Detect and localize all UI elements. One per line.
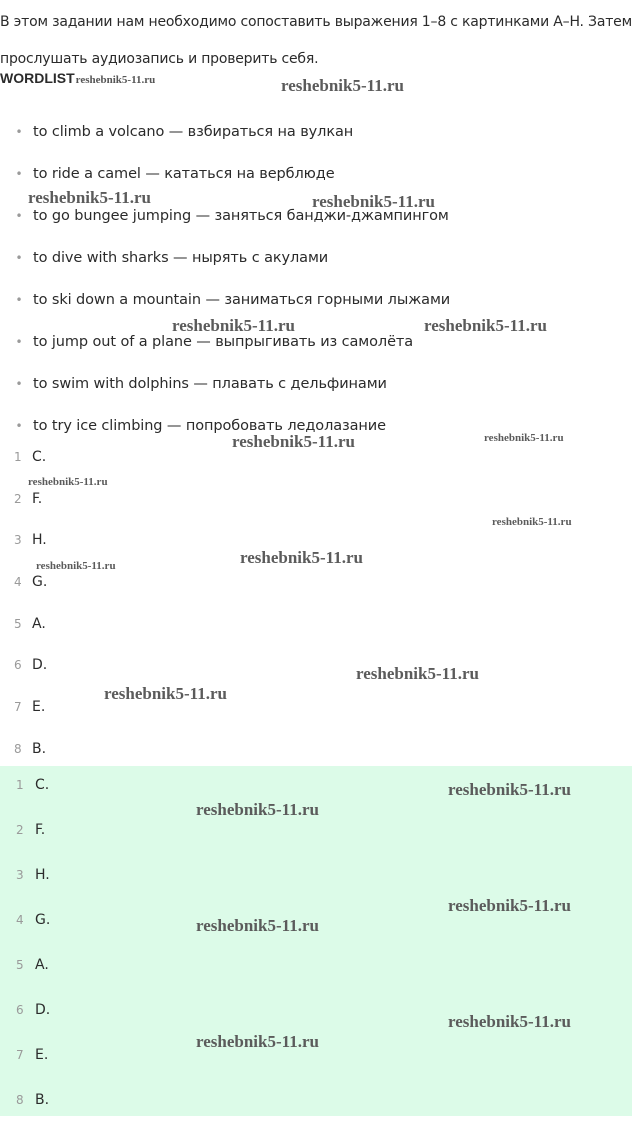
answer-number: 4 bbox=[14, 574, 22, 589]
answer-number: 2 bbox=[16, 822, 24, 837]
phrase: to ski down a mountain — заниматься горными лыжами bbox=[33, 292, 451, 308]
watermark: reshebnik5-11.ru bbox=[196, 800, 319, 819]
watermark: reshebnik5-11.ru bbox=[424, 316, 547, 335]
answer-letter: A. bbox=[32, 615, 46, 632]
answer-letter: A. bbox=[35, 956, 49, 973]
watermark: reshebnik5-11.ru bbox=[196, 1032, 319, 1051]
answer-letter: G. bbox=[32, 573, 48, 590]
answer-letter: C. bbox=[32, 448, 47, 465]
phrase: to jump out of a plane — выпрыгивать из самолёта bbox=[33, 334, 414, 350]
answer-number: 1 bbox=[14, 449, 22, 464]
watermark: reshebnik5-11.ru bbox=[75, 74, 156, 86]
answer-number: 7 bbox=[16, 1047, 24, 1062]
bullet-icon: • bbox=[15, 209, 23, 223]
phrase: to ride a camel — кататься на верблюде bbox=[33, 166, 335, 182]
watermark: reshebnik5-11.ru bbox=[172, 316, 295, 335]
watermark: reshebnik5-11.ru bbox=[484, 432, 564, 444]
watermark: reshebnik5-11.ru bbox=[448, 896, 571, 915]
phrase: to swim with dolphins — плавать с дельфинами bbox=[33, 376, 387, 392]
answer-letter: B. bbox=[35, 1091, 50, 1108]
answer-row bbox=[0, 1077, 632, 1122]
list-item bbox=[0, 111, 632, 153]
list-item bbox=[0, 237, 632, 279]
answer-letter: H. bbox=[32, 532, 47, 549]
watermark: reshebnik5-11.ru bbox=[240, 548, 363, 567]
bullet-icon: • bbox=[15, 125, 23, 139]
answer-number: 6 bbox=[16, 1002, 24, 1017]
bullet-icon: • bbox=[15, 167, 23, 181]
answer-letter: C. bbox=[35, 776, 50, 793]
answer-number: 5 bbox=[16, 957, 24, 972]
answer-number: 2 bbox=[14, 491, 22, 506]
answer-number: 6 bbox=[14, 658, 22, 673]
watermark: reshebnik5-11.ru bbox=[28, 188, 151, 207]
answer-number: 1 bbox=[16, 777, 24, 792]
answer-letter: D. bbox=[32, 657, 48, 674]
watermark: reshebnik5-11.ru bbox=[448, 1012, 571, 1031]
wordlist bbox=[0, 111, 632, 447]
watermark: reshebnik5-11.ru bbox=[356, 664, 479, 683]
watermark: reshebnik5-11.ru bbox=[196, 916, 319, 935]
bullet-icon: • bbox=[15, 419, 23, 433]
phrase: to try ice climbing — попробовать ледолазание bbox=[33, 418, 386, 434]
answer-letter: F. bbox=[35, 821, 46, 838]
bullet-icon: • bbox=[15, 377, 23, 391]
answer-number: 3 bbox=[16, 867, 24, 882]
answer-number: 8 bbox=[14, 741, 22, 756]
list-item bbox=[0, 363, 632, 405]
answer-number: 4 bbox=[16, 912, 24, 927]
wordlist-heading bbox=[0, 70, 155, 94]
watermark: reshebnik5-11.ru bbox=[492, 516, 572, 528]
answer-check-list bbox=[0, 766, 632, 1126]
answer-number: 7 bbox=[14, 699, 22, 714]
answer-row bbox=[0, 942, 632, 987]
answer-letter: B. bbox=[32, 740, 47, 757]
bullet-icon: • bbox=[15, 335, 23, 349]
watermark: reshebnik5-11.ru bbox=[312, 192, 435, 211]
watermark: reshebnik5-11.ru bbox=[232, 432, 355, 451]
watermark: reshebnik5-11.ru bbox=[281, 76, 404, 95]
answer-row bbox=[0, 603, 632, 645]
task-instructions: В этом задании нам необходимо сопоставить выражения 1–8 с картинками A–H. Затем прослушать аудиозапись и проверить себя. bbox=[0, 14, 632, 67]
answer-letter: H. bbox=[35, 866, 50, 883]
answer-letter: E. bbox=[32, 698, 46, 715]
answer-letter: F. bbox=[32, 490, 43, 507]
wordlist-title: WORDLIST bbox=[0, 70, 75, 86]
answer-number: 5 bbox=[14, 616, 22, 631]
answer-row bbox=[0, 852, 632, 897]
bullet-icon: • bbox=[15, 251, 23, 265]
answer-number: 8 bbox=[16, 1092, 24, 1107]
answer-row bbox=[0, 644, 632, 686]
answer-number: 3 bbox=[14, 533, 22, 548]
bullet-icon: • bbox=[15, 293, 23, 307]
answer-letter: E. bbox=[35, 1046, 49, 1063]
watermark: reshebnik5-11.ru bbox=[104, 684, 227, 703]
watermark: reshebnik5-11.ru bbox=[36, 560, 116, 572]
watermark: reshebnik5-11.ru bbox=[28, 476, 108, 488]
phrase: to go bungee jumping — заняться банджи-джампингом bbox=[33, 208, 449, 224]
phrase: to climb a volcano — взбираться на вулкан bbox=[33, 124, 354, 140]
list-item bbox=[0, 279, 632, 321]
answer-letter: D. bbox=[35, 1001, 51, 1018]
answer-letter: G. bbox=[35, 911, 51, 928]
phrase: to dive with sharks — нырять с акулами bbox=[33, 250, 329, 266]
answer-row bbox=[0, 686, 632, 728]
watermark: reshebnik5-11.ru bbox=[448, 780, 571, 799]
